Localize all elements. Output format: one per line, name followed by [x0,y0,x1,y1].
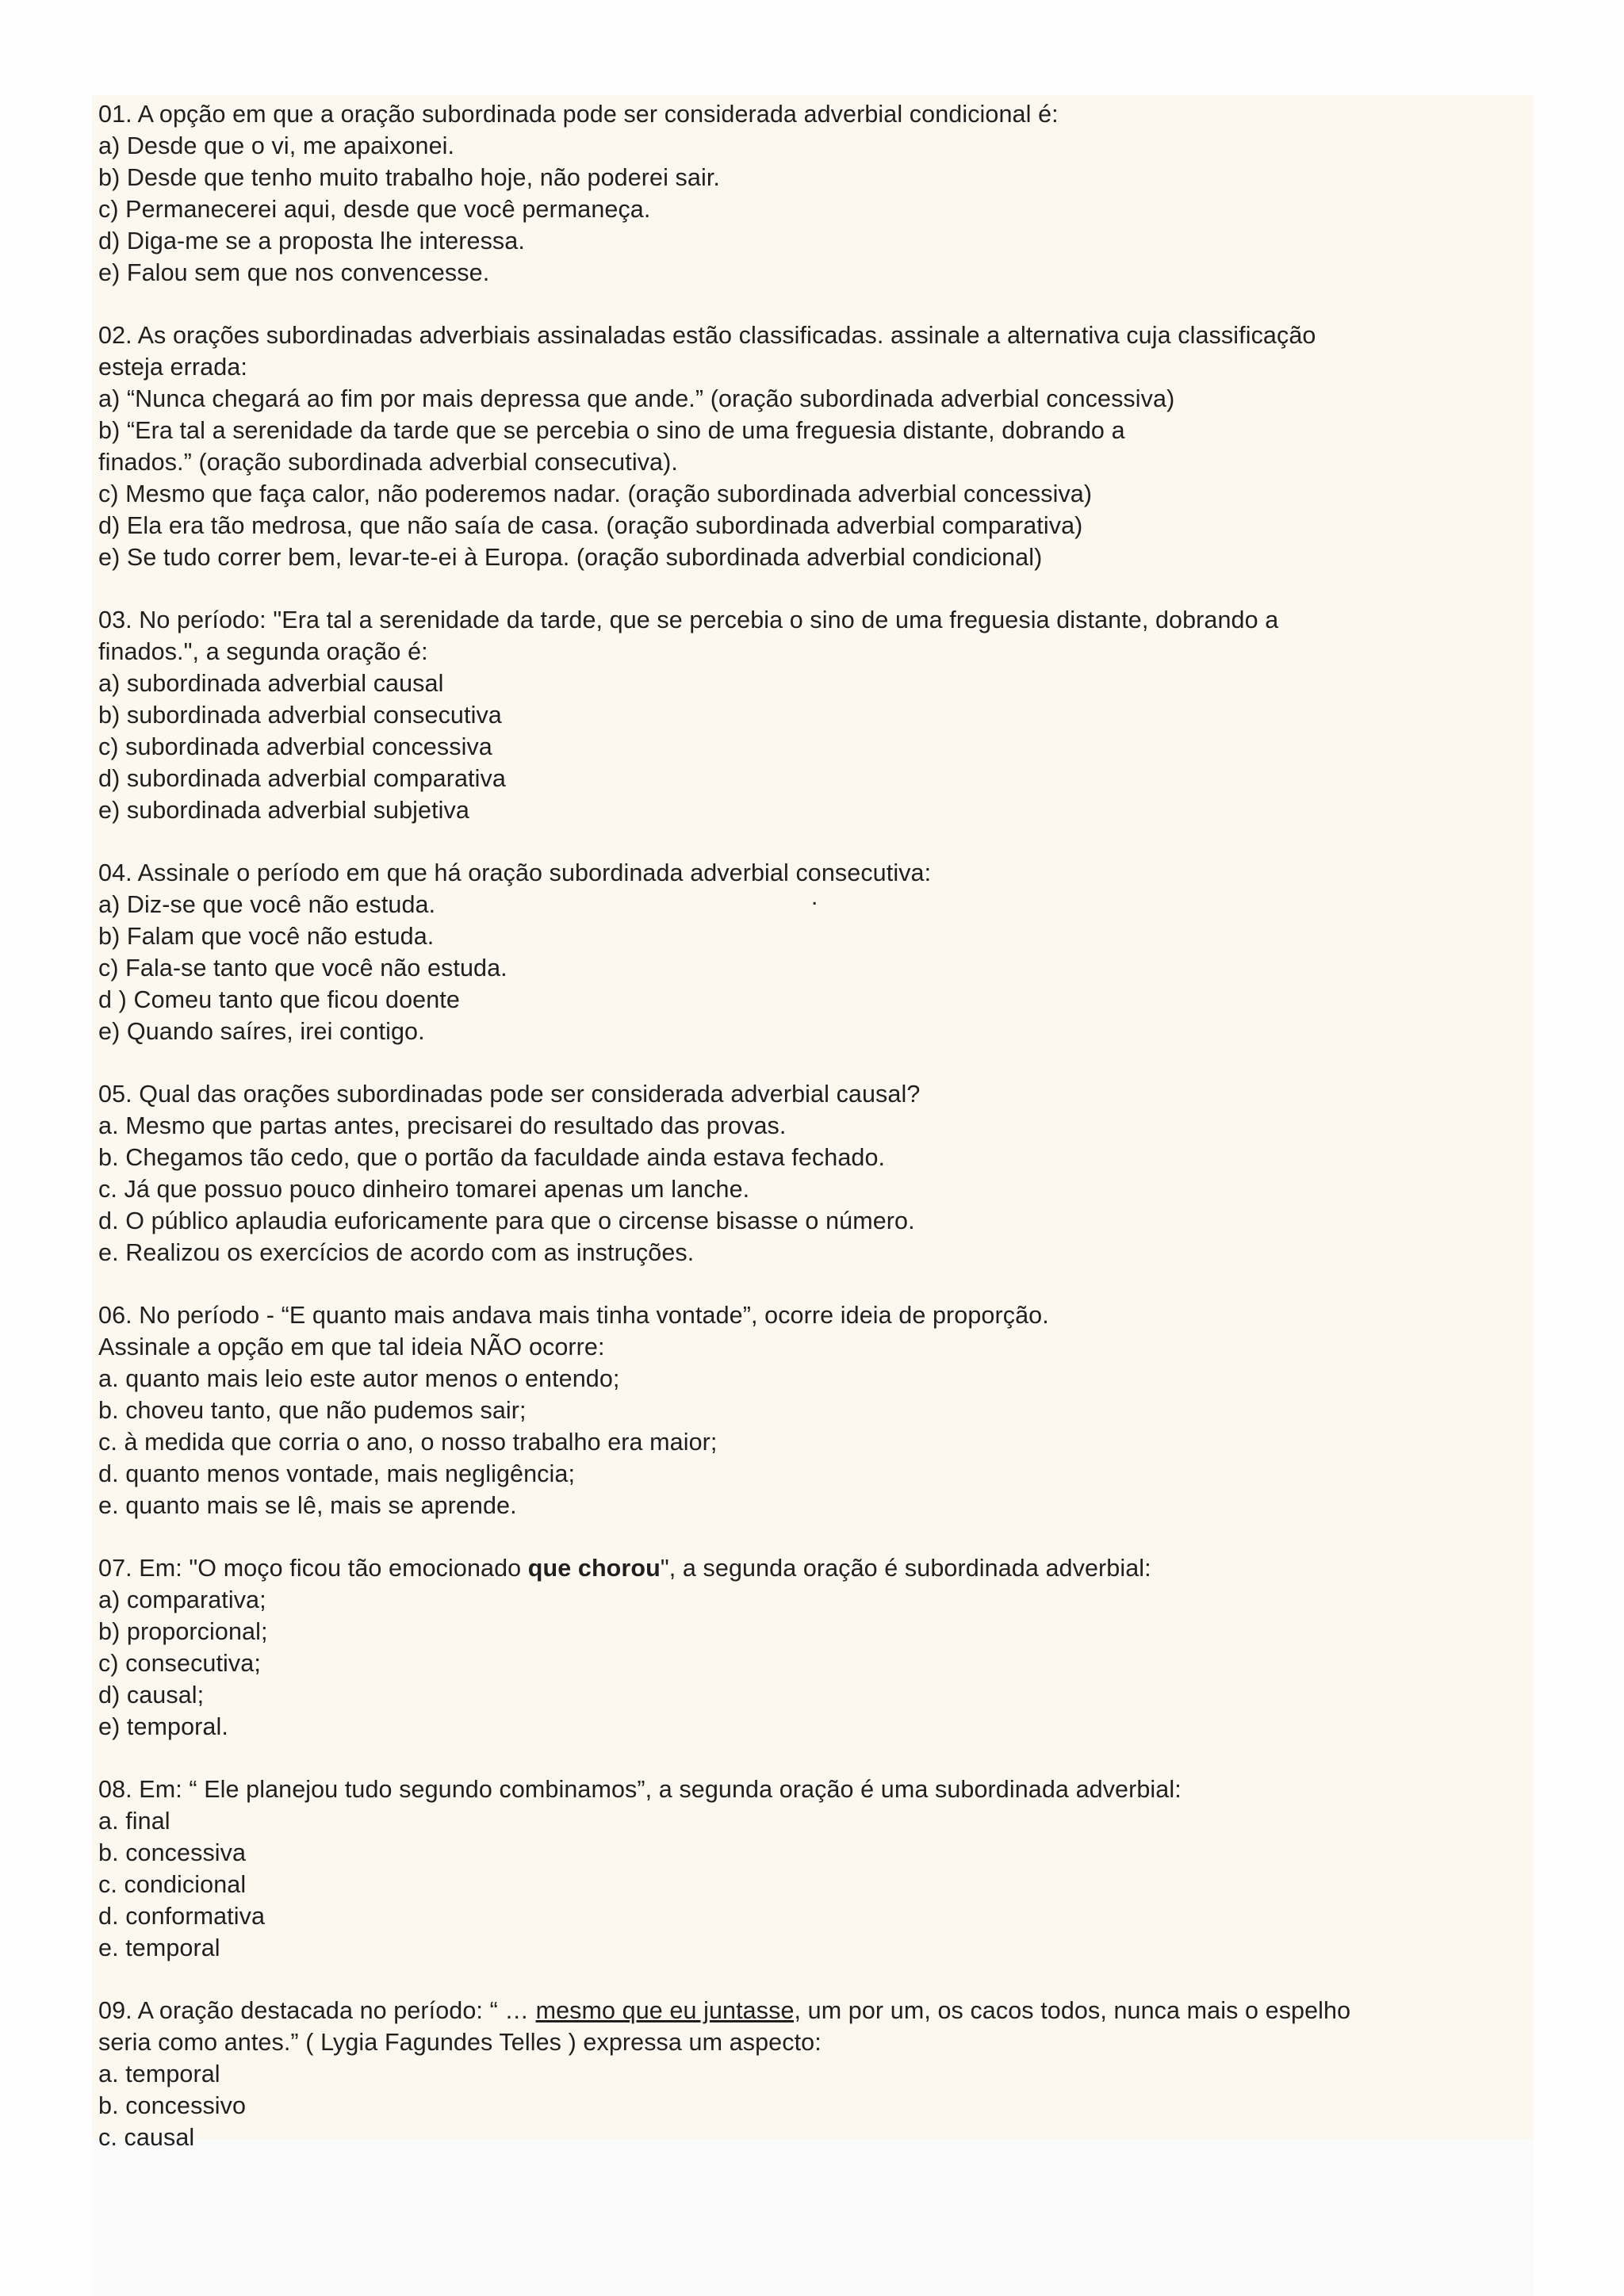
question-prompt-line-1 [98,1995,1526,2026]
question-prompt: 05. Qual das orações subordinadas pode ser considerada adverbial causal? [98,1081,921,1108]
option-d: d) Ela era tão medrosa, que não saía de casa. (oração subordinada adverbial comparativa) [98,512,1083,539]
option-d: d) subordinada adverbial comparativa [98,765,506,792]
option-a: a) Diz-se que você não estuda. [98,891,436,918]
question-05 [98,1078,1526,1269]
option-b: b) proporcional; [98,1618,268,1645]
option-b: b. choveu tanto, que não pudemos sair; [98,1397,527,1424]
question-prompt: 01. A opção em que a oração subordinada pode ser considerada adverbial condicional é: [98,101,1059,128]
highlighted-clause: que chorou [527,1555,661,1582]
option-a: a. final [98,1808,170,1835]
exercise-sheet [98,98,1526,2184]
option-e: e) Quando saíres, irei contigo. [98,1018,425,1045]
option-c: c. à medida que corria o ano, o nosso trabalho era maior; [98,1429,718,1456]
option-b: b) Desde que tenho muito trabalho hoje, não poderei sair. [98,164,720,191]
question-01 [98,98,1526,289]
option-e: e. Realizou os exercícios de acordo com as instruções. [98,1239,695,1266]
option-a: a) Desde que o vi, me apaixonei. [98,132,455,159]
option-c: c) subordinada adverbial concessiva [98,733,492,760]
option-a: a. temporal [98,2061,220,2087]
question-prompt-line-2: seria como antes.” ( Lygia Fagundes Telles ) expressa um aspecto: [98,2029,822,2056]
option-b: b. concessivo [98,2092,247,2119]
question-prompt-end: um por um, os cacos todos, nunca mais o espelho [801,1997,1351,2024]
question-prompt-start: 07. Em: "O moço ficou tão emocionado [98,1555,528,1582]
question-prompt-line-2: Assinale a opção em que tal ideia NÃO ocorre: [98,1334,605,1360]
option-b: b. concessiva [98,1839,247,1866]
option-e: e) subordinada adverbial subjetiva [98,797,469,824]
question-08 [98,1774,1526,1964]
option-e: e) temporal. [98,1713,228,1740]
option-d: d. O público aplaudia euforicamente para que o circense bisasse o número. [98,1207,915,1234]
question-09 [98,1995,1526,2153]
option-c: c) Fala-se tanto que você não estuda. [98,955,508,982]
stray-dot-mark: . [811,884,818,910]
option-c: c) Mesmo que faça calor, não poderemos nadar. (oração subordinada adverbial concessiva) [98,480,1093,507]
question-07 [98,1552,1526,1743]
option-c: c. condicional [98,1871,247,1898]
option-b: b) “Era tal a serenidade da tarde que se percebia o sino de uma freguesia distante, dobrando a [98,417,1125,444]
underlined-clause: mesmo que eu juntasse, [535,1997,802,2024]
option-c: c) consecutiva; [98,1650,261,1677]
question-prompt [98,1552,1526,1584]
option-e: e. quanto mais se lê, mais se aprende. [98,1492,517,1519]
option-e: e. temporal [98,1934,220,1961]
option-c: c) Permanecerei aqui, desde que você permaneça. [98,196,651,223]
question-prompt: 04. Assinale o período em que há oração subordinada adverbial consecutiva: [98,859,932,886]
question-prompt-line-1: 06. No período - “E quanto mais andava mais tinha vontade”, ocorre ideia de proporção. [98,1302,1049,1329]
question-prompt-line-2: finados.", a segunda oração é: [98,638,428,665]
question-prompt-start: 09. A oração destacada no período: “ … [98,1997,536,2024]
question-03 [98,604,1526,826]
option-c: c. causal [98,2124,195,2151]
question-prompt-end: ", a segunda oração é subordinada adverbial: [660,1555,1151,1582]
question-prompt-line-2: esteja errada: [98,354,247,381]
option-a: a. quanto mais leio este autor menos o entendo; [98,1365,620,1392]
option-d: d. quanto menos vontade, mais negligência; [98,1460,576,1487]
option-d: d ) Comeu tanto que ficou doente [98,986,460,1013]
option-a: a) subordinada adverbial causal [98,670,444,697]
option-a: a) comparativa; [98,1586,266,1613]
option-b-continued: finados.” (oração subordinada adverbial consecutiva). [98,449,678,476]
option-b: b. Chegamos tão cedo, que o portão da faculdade ainda estava fechado. [98,1144,886,1171]
option-d: d. conformativa [98,1903,266,1930]
option-d: d) Diga-me se a proposta lhe interessa. [98,228,525,254]
option-e: e) Falou sem que nos convencesse. [98,259,490,286]
option-e: e) Se tudo correr bem, levar-te-ei à Europa. (oração subordinada adverbial condicional) [98,544,1043,571]
option-a: a) “Nunca chegará ao fim por mais depressa que ande.” (oração subordinada adverbial concessiva) [98,385,1175,412]
option-b: b) subordinada adverbial consecutiva [98,702,502,729]
question-prompt: 08. Em: “ Ele planejou tudo segundo combinamos”, a segunda oração é uma subordinada adverbial: [98,1776,1182,1803]
question-prompt-line-1: 03. No período: "Era tal a serenidade da tarde, que se percebia o sino de uma freguesia distante, dobrando a [98,607,1279,633]
option-b: b) Falam que você não estuda. [98,923,435,950]
option-c: c. Já que possuo pouco dinheiro tomarei apenas um lanche. [98,1176,750,1203]
question-06 [98,1299,1526,1521]
question-prompt-line-1: 02. As orações subordinadas adverbiais assinaladas estão classificadas. assinale a alternativa cuja classificação [98,322,1316,349]
option-a: a. Mesmo que partas antes, precisarei do resultado das provas. [98,1112,787,1139]
option-d: d) causal; [98,1682,205,1709]
question-02 [98,320,1526,573]
